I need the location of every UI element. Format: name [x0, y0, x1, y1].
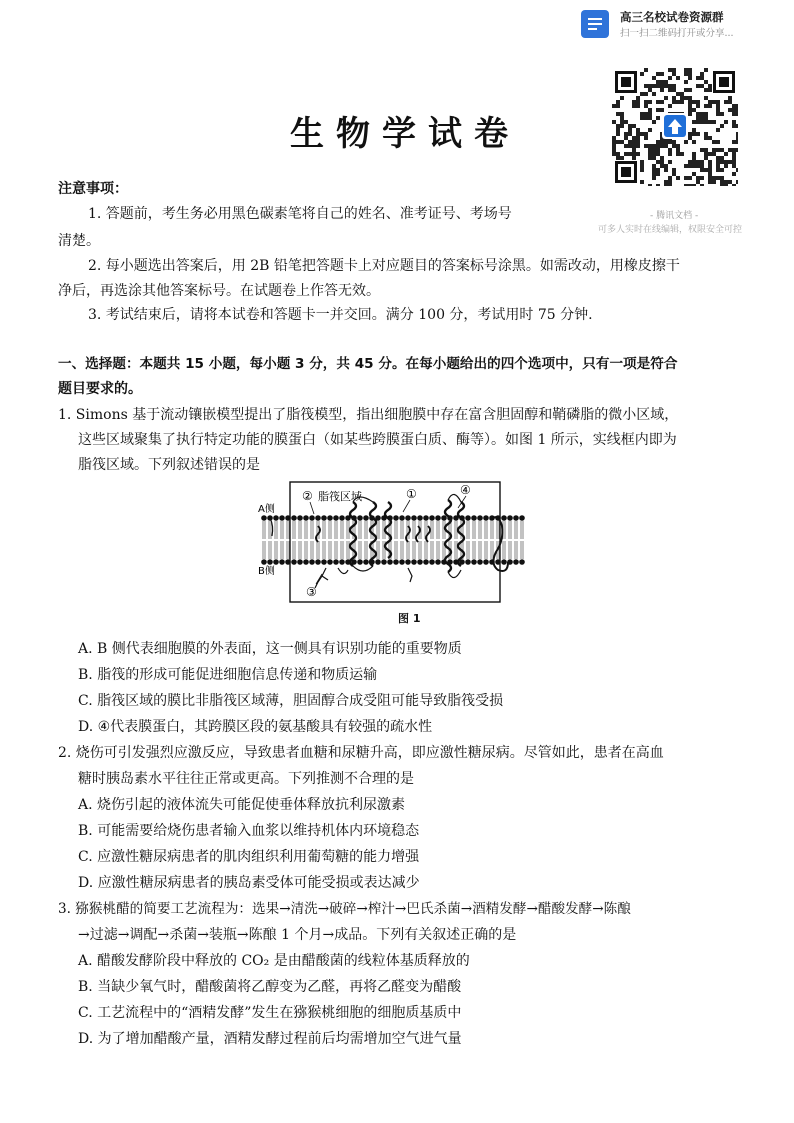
- q3-option-a: A. 醋酸发酵阶段中释放的 CO₂ 是由醋酸菌的线粒体基质释放的: [78, 953, 470, 969]
- lipid-head: [375, 559, 381, 565]
- q1-stem-2: 这些区域聚集了执行特定功能的膜蛋白（如某些跨膜蛋白质、酶等）。如图 1 所示，实线框内即为: [78, 432, 677, 448]
- lipid-head: [513, 515, 519, 521]
- lipid-head: [309, 515, 315, 521]
- lipid-head: [339, 559, 345, 565]
- lipid-head: [465, 515, 471, 521]
- lipid-head: [417, 515, 423, 521]
- lipid-head: [399, 515, 405, 521]
- lipid-head: [429, 515, 435, 521]
- q3-option-b: B. 当缺少氧气时，醋酸菌将乙醇变为乙醛，再将乙醛变为醋酸: [78, 979, 462, 995]
- lipid-head: [297, 515, 303, 521]
- watermark-subtext: 可多人实时在线编辑，权限安全可控: [598, 225, 743, 235]
- lipid-head: [261, 515, 267, 521]
- side-b-label: B侧: [258, 566, 275, 577]
- lipid-head: [471, 559, 477, 565]
- doc-app-icon: [581, 10, 609, 38]
- raft-region-label: 脂筏区域: [318, 490, 362, 503]
- q2-option-a: A. 烧伤引起的液体流失可能促使垂体释放抗利尿激素: [78, 797, 406, 813]
- lipid-head: [501, 515, 507, 521]
- lipid-head: [303, 559, 309, 565]
- lipid-head: [465, 559, 471, 565]
- lipid-head: [381, 559, 387, 565]
- lipid-head: [273, 559, 279, 565]
- q1-option-a: A. B 侧代表细胞膜的外表面，这一侧具有识别功能的重要物质: [78, 641, 462, 657]
- side-a-label: A侧: [258, 504, 275, 515]
- note-1: 1. 答题前，考生务必用黑色碳素笔将自己的姓名、准考证号、考场号: [88, 206, 512, 222]
- lipid-head: [291, 515, 297, 521]
- lipid-head: [279, 515, 285, 521]
- lipid-head: [327, 515, 333, 521]
- q1-option-c: C. 脂筏区域的膜比非脂筏区域薄，胆固醇合成受阻可能导致脂筏受损: [78, 693, 504, 709]
- lipid-head: [357, 559, 363, 565]
- note-2-cont: 净后，再选涂其他答案标号。在试题卷上作答无效。: [58, 283, 380, 299]
- q1-stem-3: 脂筏区域。下列叙述错误的是: [78, 457, 260, 473]
- qr-code-icon[interactable]: [612, 68, 738, 186]
- lipid-head: [435, 515, 441, 521]
- lipid-head: [483, 515, 489, 521]
- lipid-head: [507, 515, 513, 521]
- lipid-head: [303, 515, 309, 521]
- note-2: 2. 每小题选出答案后，用 2B 铅笔把答题卡上对应题目的答案标号涂黑。如需改动，用橡皮擦干: [88, 258, 680, 274]
- figure-caption: 图 1: [398, 612, 421, 625]
- lipid-head: [411, 559, 417, 565]
- lipid-head: [273, 515, 279, 521]
- lipid-head: [429, 559, 435, 565]
- lipid-head: [477, 559, 483, 565]
- lipid-head: [393, 515, 399, 521]
- lipid-head: [411, 515, 417, 521]
- lipid-head: [477, 515, 483, 521]
- q1-option-b: B. 脂筏的形成可能促进细胞信息传递和物质运输: [78, 667, 378, 683]
- q3-option-c: C. 工艺流程中的“酒精发酵”发生在猕猴桃细胞的细胞质基质中: [78, 1005, 462, 1021]
- lipid-head: [315, 559, 321, 565]
- lipid-raft-figure: [258, 480, 530, 604]
- lipid-head: [387, 559, 393, 565]
- lipid-head: [483, 559, 489, 565]
- group-title[interactable]: 高三名校试卷资源群: [620, 10, 724, 24]
- q3-option-d: D. 为了增加醋酸产量，酒精发酵过程前后均需增加空气进气量: [78, 1031, 462, 1047]
- section-heading: 一、选择题：本题共 15 小题，每小题 3 分，共 45 分。在每小题给出的四个选项中，只有一项是符合: [58, 356, 678, 372]
- lipid-head: [291, 559, 297, 565]
- lipid-head: [471, 515, 477, 521]
- lipid-head: [333, 559, 339, 565]
- q2-option-d: D. 应激性糖尿病患者的胰岛素受体可能受损或表达减少: [78, 875, 420, 891]
- q2-stem-2: 糖时胰岛素水平往往正常或更高。下列推测不合理的是: [78, 771, 414, 787]
- label-4: ④: [460, 483, 471, 497]
- note-3: 3. 考试结束后，请将本试卷和答题卡一并交回。满分 100 分，考试用时 75 分钟.: [88, 307, 593, 323]
- page-title: 生物学试卷: [290, 114, 520, 154]
- lipid-head: [513, 559, 519, 565]
- section-heading-cont: 题目要求的。: [58, 381, 142, 397]
- group-subtitle: 扫一扫二维码打开或分享...: [620, 28, 734, 39]
- lipid-head: [423, 515, 429, 521]
- q1-option-d: D. ④代表膜蛋白，其跨膜区段的氨基酸具有较强的疏水性: [78, 719, 433, 735]
- lipid-head: [405, 515, 411, 521]
- protein-1c: [385, 502, 391, 558]
- lipid-head: [267, 559, 273, 565]
- lipid-head: [501, 559, 507, 565]
- label-3: ③: [306, 585, 317, 599]
- lipid-head: [363, 515, 369, 521]
- watermark-text: - 腾讯文档 -: [650, 211, 699, 221]
- note-1-cont: 清楚。: [58, 233, 100, 249]
- lipid-head: [285, 559, 291, 565]
- q2-option-c: C. 应激性糖尿病患者的肌肉组织利用葡萄糖的能力增强: [78, 849, 420, 865]
- q3-stem-2: →过滤→调配→杀菌→装瓶→陈酿 1 个月→成品。下列有关叙述正确的是: [78, 927, 517, 943]
- lipid-head: [261, 559, 267, 565]
- lipid-head: [405, 559, 411, 565]
- lipid-head: [285, 515, 291, 521]
- lipid-head: [435, 559, 441, 565]
- lipid-head: [333, 515, 339, 521]
- lipid-head: [441, 515, 447, 521]
- q2-stem-1: 2. 烧伤可引发强烈应激反应，导致患者血糖和尿糖升高，即应激性糖尿病。尽管如此，患者在高血: [58, 745, 664, 761]
- lipid-head: [297, 559, 303, 565]
- lipid-head: [315, 515, 321, 521]
- label-1: ①: [406, 487, 417, 501]
- notes-heading: 注意事项：: [58, 181, 128, 197]
- lipid-head: [519, 559, 525, 565]
- lipid-head: [321, 515, 327, 521]
- q3-stem-1: 3. 猕猴桃醋的简要工艺流程为：选果→清洗→破碎→榨汁→巴氏杀菌→酒精发酵→醋酸发酵→陈酿: [58, 901, 631, 917]
- lipid-head: [279, 559, 285, 565]
- label-2: ②: [302, 489, 313, 503]
- q1-stem-1: 1. Simons 基于流动镶嵌模型提出了脂筏模型，指出细胞膜中存在富含胆固醇和鞘磷脂的微小区域，: [58, 407, 679, 423]
- lipid-head: [321, 559, 327, 565]
- lipid-head: [423, 559, 429, 565]
- lipid-head: [417, 559, 423, 565]
- lipid-head: [495, 559, 501, 565]
- lipid-head: [399, 559, 405, 565]
- lipid-head: [393, 559, 399, 565]
- lipid-head: [519, 515, 525, 521]
- lipid-head: [327, 559, 333, 565]
- lipid-head: [357, 515, 363, 521]
- lipid-head: [339, 515, 345, 521]
- lipid-head: [363, 559, 369, 565]
- lipid-head: [309, 559, 315, 565]
- q2-option-b: B. 可能需要给烧伤患者输入血浆以维持机体内环境稳态: [78, 823, 420, 839]
